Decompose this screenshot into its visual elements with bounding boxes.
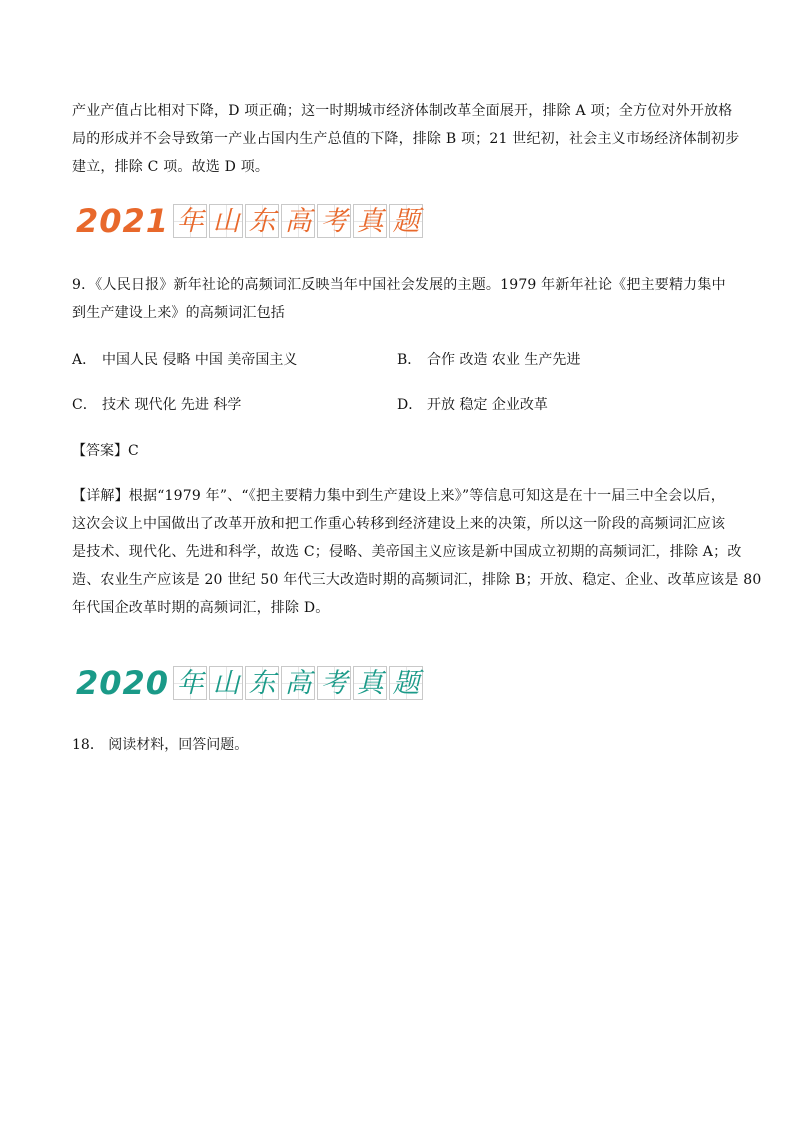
option-key: D． — [397, 397, 423, 413]
question-line: 到生产建设上来》的高频词汇包括 — [72, 305, 285, 321]
explanation-line: 造、农业生产应该是 20 世纪 50 年代三大改造时期的高频词汇，排除 B；开放、稳定、企业、改革应该是 80 — [72, 572, 762, 588]
banner-char: 真 — [353, 666, 387, 700]
option-key: A． — [72, 352, 97, 368]
banner-characters — [173, 666, 425, 700]
option-key: B． — [397, 352, 422, 368]
banner-characters — [173, 204, 425, 238]
intro-paragraph — [72, 97, 740, 181]
option-text: 合作 改造 农业 生产先进 — [427, 352, 581, 368]
banner-2020-shandong-exam — [76, 663, 425, 703]
question-18-text: 18． 阅读材料，回答问题。 — [72, 737, 249, 753]
banner-char: 山 — [209, 204, 243, 238]
explanation-line: 这次会议上中国做出了改革开放和把工作重心转移到经济建设上来的决策，所以这一阶段的高频词汇应该 — [72, 516, 726, 532]
option-text: 技术 现代化 先进 科学 — [102, 397, 242, 413]
banner-year: 2021 — [76, 202, 170, 240]
banner-char: 题 — [389, 666, 423, 700]
answer-label: 【答案】 — [72, 443, 128, 459]
banner-char: 东 — [245, 666, 279, 700]
intro-line: 局的形成并不会导致第一产业占国内生产总值的下降，排除 B 项；21 世纪初，社会主义市场经济体制初步 — [72, 131, 740, 147]
intro-line: 建立，排除 C 项。故选 D 项。 — [72, 159, 270, 175]
banner-char: 山 — [209, 666, 243, 700]
explanation-line: 是技术、现代化、先进和科学，故选 C；侵略、美帝国主义应该是新中国成立初期的高频词汇，排除 A；改 — [72, 544, 742, 560]
banner-year: 2020 — [76, 664, 170, 702]
banner-char: 年 — [173, 204, 207, 238]
banner-char: 真 — [353, 204, 387, 238]
option-a — [72, 349, 297, 371]
explanation-line: 【详解】根据“1979 年”、“《把主要精力集中到生产建设上来》”等信息可知这是在十一届三中全会以后， — [72, 488, 725, 504]
banner-char: 年 — [173, 666, 207, 700]
question-9-stem — [72, 271, 724, 327]
option-b — [397, 349, 580, 371]
option-key: C． — [72, 397, 97, 413]
banner-char: 高 — [281, 666, 315, 700]
answer-value: C — [128, 443, 139, 459]
question-18 — [72, 734, 248, 756]
banner-char: 题 — [389, 204, 423, 238]
banner-char: 考 — [317, 204, 351, 238]
option-d — [397, 394, 548, 416]
option-text: 开放 稳定 企业改革 — [427, 397, 548, 413]
banner-char: 考 — [317, 666, 351, 700]
option-c — [72, 394, 241, 416]
question-line: 9．《人民日报》新年社论的高频词汇反映当年中国社会发展的主题。1979 年新年社论《把主要精力集中 — [72, 277, 726, 293]
banner-char: 东 — [245, 204, 279, 238]
answer — [72, 440, 139, 462]
explanation-paragraph — [72, 482, 762, 622]
explanation-line: 年代国企改革时期的高频词汇，排除 D。 — [72, 600, 330, 616]
banner-2021-shandong-exam — [76, 201, 425, 241]
option-text: 中国人民 侵略 中国 美帝国主义 — [102, 352, 298, 368]
banner-char: 高 — [281, 204, 315, 238]
intro-line: 产业产值占比相对下降，D 项正确；这一时期城市经济体制改革全面展开，排除 A 项；全方位对外开放格 — [72, 103, 733, 119]
